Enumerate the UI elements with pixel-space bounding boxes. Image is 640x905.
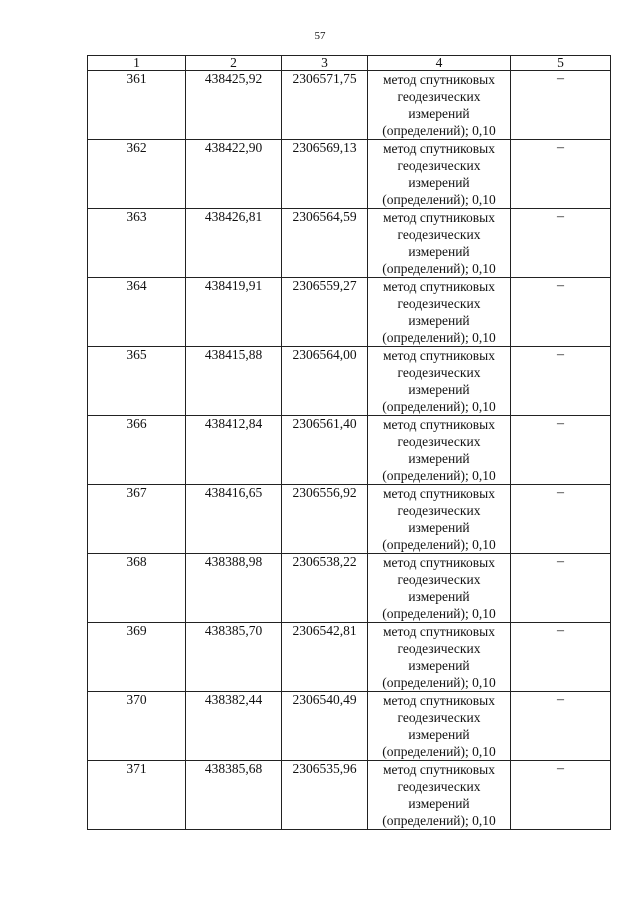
- method-cell: [368, 209, 511, 278]
- method-line: (определений); 0,10: [382, 261, 496, 276]
- note-cell: –: [511, 347, 611, 416]
- method-line: (определений); 0,10: [382, 537, 496, 552]
- method-line: (определений); 0,10: [382, 192, 496, 207]
- method-line: геодезических: [397, 710, 481, 725]
- coordinate-y: 2306556,92: [282, 485, 368, 554]
- note-cell: –: [511, 140, 611, 209]
- method-line: метод спутниковых: [383, 348, 495, 363]
- point-number: 366: [88, 416, 186, 485]
- method-line: геодезических: [397, 227, 481, 242]
- note-cell: –: [511, 692, 611, 761]
- method-line: метод спутниковых: [383, 141, 495, 156]
- method-line: метод спутниковых: [383, 72, 495, 87]
- method-cell: [368, 278, 511, 347]
- point-number: 365: [88, 347, 186, 416]
- point-number: 369: [88, 623, 186, 692]
- method-line: геодезических: [397, 641, 481, 656]
- coordinate-y: 2306564,00: [282, 347, 368, 416]
- table-row: [88, 140, 611, 209]
- table-row: [88, 623, 611, 692]
- table-row: [88, 347, 611, 416]
- coordinate-x: 438385,68: [186, 761, 282, 830]
- method-cell: [368, 692, 511, 761]
- note-cell: –: [511, 278, 611, 347]
- method-line: (определений); 0,10: [382, 330, 496, 345]
- method-line: геодезических: [397, 365, 481, 380]
- coordinate-y: 2306559,27: [282, 278, 368, 347]
- point-number: 364: [88, 278, 186, 347]
- coordinate-x: 438412,84: [186, 416, 282, 485]
- method-line: (определений); 0,10: [382, 744, 496, 759]
- header-col-4: 4: [368, 56, 511, 71]
- point-number: 367: [88, 485, 186, 554]
- method-cell: [368, 416, 511, 485]
- table-row: [88, 416, 611, 485]
- coordinate-x: 438422,90: [186, 140, 282, 209]
- method-line: (определений); 0,10: [382, 606, 496, 621]
- coordinate-x: 438388,98: [186, 554, 282, 623]
- method-cell: [368, 140, 511, 209]
- note-cell: –: [511, 71, 611, 140]
- note-cell: –: [511, 623, 611, 692]
- coordinate-x: 438419,91: [186, 278, 282, 347]
- method-line: геодезических: [397, 434, 481, 449]
- method-line: геодезических: [397, 89, 481, 104]
- method-cell: [368, 761, 511, 830]
- method-line: измерений: [408, 520, 470, 535]
- coordinate-y: 2306538,22: [282, 554, 368, 623]
- method-line: (определений); 0,10: [382, 123, 496, 138]
- method-line: геодезических: [397, 779, 481, 794]
- point-number: 371: [88, 761, 186, 830]
- method-cell: [368, 623, 511, 692]
- method-line: геодезических: [397, 572, 481, 587]
- method-line: метод спутниковых: [383, 486, 495, 501]
- header-row: [88, 56, 611, 71]
- method-line: измерений: [408, 175, 470, 190]
- method-line: геодезических: [397, 158, 481, 173]
- coordinate-y: 2306569,13: [282, 140, 368, 209]
- coordinate-x: 438425,92: [186, 71, 282, 140]
- table-row: [88, 278, 611, 347]
- coordinate-y: 2306571,75: [282, 71, 368, 140]
- method-line: измерений: [408, 313, 470, 328]
- note-cell: –: [511, 416, 611, 485]
- method-line: измерений: [408, 727, 470, 742]
- method-line: (определений); 0,10: [382, 399, 496, 414]
- coordinate-x: 438426,81: [186, 209, 282, 278]
- table-row: [88, 554, 611, 623]
- coordinate-x: 438382,44: [186, 692, 282, 761]
- coordinate-x: 438385,70: [186, 623, 282, 692]
- method-cell: [368, 554, 511, 623]
- method-line: (определений); 0,10: [382, 813, 496, 828]
- table-row: [88, 209, 611, 278]
- method-line: измерений: [408, 382, 470, 397]
- method-line: геодезических: [397, 503, 481, 518]
- method-line: измерений: [408, 658, 470, 673]
- note-cell: –: [511, 485, 611, 554]
- point-number: 370: [88, 692, 186, 761]
- method-line: измерений: [408, 796, 470, 811]
- table-header: [88, 56, 611, 71]
- coordinate-y: 2306542,81: [282, 623, 368, 692]
- header-col-3: 3: [282, 56, 368, 71]
- header-col-2: 2: [186, 56, 282, 71]
- method-line: измерений: [408, 589, 470, 604]
- table-body: [88, 71, 611, 830]
- method-line: метод спутниковых: [383, 210, 495, 225]
- method-line: (определений); 0,10: [382, 675, 496, 690]
- table-row: [88, 485, 611, 554]
- method-line: (определений); 0,10: [382, 468, 496, 483]
- method-cell: [368, 71, 511, 140]
- point-number: 368: [88, 554, 186, 623]
- coordinate-y: 2306535,96: [282, 761, 368, 830]
- method-line: метод спутниковых: [383, 624, 495, 639]
- method-line: метод спутниковых: [383, 417, 495, 432]
- method-cell: [368, 347, 511, 416]
- method-line: метод спутниковых: [383, 555, 495, 570]
- coordinate-y: 2306540,49: [282, 692, 368, 761]
- note-cell: –: [511, 554, 611, 623]
- note-cell: –: [511, 209, 611, 278]
- point-number: 362: [88, 140, 186, 209]
- table-row: [88, 71, 611, 140]
- coordinate-x: 438416,65: [186, 485, 282, 554]
- method-line: измерений: [408, 451, 470, 466]
- note-cell: –: [511, 761, 611, 830]
- method-line: метод спутниковых: [383, 762, 495, 777]
- method-line: метод спутниковых: [383, 693, 495, 708]
- method-line: геодезических: [397, 296, 481, 311]
- method-line: измерений: [408, 106, 470, 121]
- coordinates-table: [87, 55, 611, 830]
- point-number: 363: [88, 209, 186, 278]
- header-col-5: 5: [511, 56, 611, 71]
- method-line: измерений: [408, 244, 470, 259]
- page-number: 57: [314, 30, 326, 42]
- table-row: [88, 692, 611, 761]
- method-line: метод спутниковых: [383, 279, 495, 294]
- point-number: 361: [88, 71, 186, 140]
- coordinate-y: 2306561,40: [282, 416, 368, 485]
- coordinate-y: 2306564,59: [282, 209, 368, 278]
- coordinate-x: 438415,88: [186, 347, 282, 416]
- table-row: [88, 761, 611, 830]
- header-col-1: 1: [88, 56, 186, 71]
- method-cell: [368, 485, 511, 554]
